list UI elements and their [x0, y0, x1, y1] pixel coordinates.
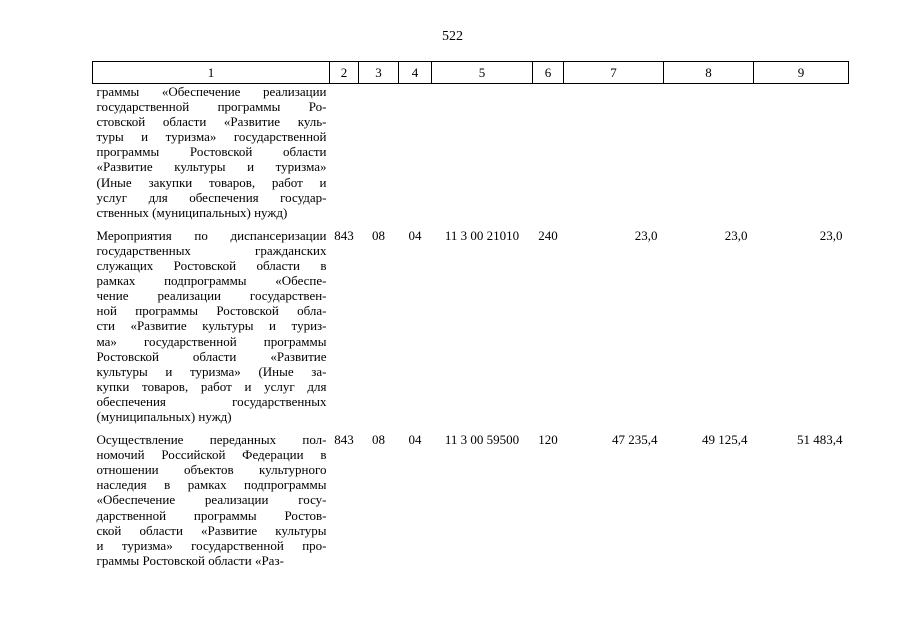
description-line: «Развитие культуры и туризма»	[96, 159, 327, 175]
amount-col-8	[664, 84, 754, 228]
amount-col-7	[564, 84, 664, 228]
row-description	[93, 228, 330, 432]
description-line: сти «Развитие культуры и туриз-	[96, 318, 327, 334]
amount-col-8: 23,0	[724, 227, 748, 243]
description-line: граммы «Обеспечение реализации	[96, 84, 327, 99]
description-line: услуг для обеспечения государ-	[96, 189, 327, 205]
description-line: купки товаров, работ и услуг для	[96, 378, 327, 394]
table-row	[93, 84, 849, 228]
description-line: и туризма» государственной про-	[96, 537, 327, 553]
description-line: граммы Ростовской области «Раз-	[96, 552, 284, 568]
row-description	[93, 432, 330, 576]
target-article-code	[432, 84, 533, 228]
description-line: стовской области «Развитие куль-	[96, 114, 327, 130]
section-code	[359, 84, 399, 228]
subsection-code: 04	[408, 432, 422, 448]
description-line: ской области «Развитие культуры	[96, 522, 327, 538]
page-number: 522	[442, 29, 463, 44]
column-header: 5	[432, 62, 533, 84]
table-body	[93, 84, 849, 576]
ministry-code	[330, 84, 359, 228]
subsection-code: 04	[408, 227, 422, 243]
description-line: Осуществление переданных пол-	[96, 432, 327, 448]
description-line: чение реализации государствен-	[96, 288, 327, 304]
description-line: ственных (муниципальных) нужд)	[96, 204, 288, 220]
column-header: 2	[330, 62, 359, 84]
amount-col-9: 51 483,4	[797, 432, 843, 448]
amount-col-7: 23,0	[634, 227, 658, 243]
expense-type-code	[533, 84, 564, 228]
description-line: наследия в рамках подпрограммы	[96, 477, 327, 493]
table-row	[93, 228, 849, 432]
description-line: культуры и туризма» (Иные за-	[96, 363, 327, 379]
description-line: Мероприятия по диспансеризации	[96, 227, 327, 243]
description-line: ма» государственной программы	[96, 333, 327, 349]
description-line: служащих Ростовской области в	[96, 258, 327, 274]
column-header: 1	[93, 62, 330, 84]
column-header: 7	[564, 62, 664, 84]
description-line: отношении объектов культурного	[96, 462, 327, 478]
amount-col-8: 49 125,4	[702, 432, 748, 448]
description-line: ной программы Ростовской обла-	[96, 303, 327, 319]
budget-table	[92, 61, 849, 576]
table-row	[93, 432, 849, 576]
expense-type-code: 240	[538, 227, 558, 243]
description-line: программы Ростовской области	[96, 144, 327, 160]
description-line: рамках подпрограммы «Обеспе-	[96, 273, 327, 289]
ministry-code: 843	[334, 432, 354, 448]
target-article-code: 11 3 00 21010	[444, 227, 520, 243]
row-description	[93, 84, 330, 228]
column-header: 8	[664, 62, 754, 84]
ministry-code: 843	[334, 227, 354, 243]
subsection-code	[399, 84, 432, 228]
column-header: 4	[399, 62, 432, 84]
expense-type-code: 120	[538, 432, 558, 448]
description-line: государственной программы Ро-	[96, 99, 327, 115]
section-code: 08	[372, 227, 385, 243]
description-line: номочий Российской Федерации в	[96, 447, 327, 463]
description-line: (Иные закупки товаров, работ и	[96, 174, 327, 190]
description-line: государственных гражданских	[96, 242, 327, 258]
amount-col-9: 23,0	[819, 227, 843, 243]
description-line: обеспечения государственных	[96, 393, 327, 409]
target-article-code: 11 3 00 59500	[444, 432, 520, 448]
amount-col-9	[754, 84, 849, 228]
header-row	[93, 62, 849, 84]
description-line: туры и туризма» государственной	[96, 129, 327, 145]
section-code: 08	[372, 432, 385, 448]
column-header: 6	[533, 62, 564, 84]
amount-col-7: 47 235,4	[612, 432, 658, 448]
column-header: 9	[754, 62, 849, 84]
description-line: дарственной программы Ростов-	[96, 507, 327, 523]
column-header: 3	[359, 62, 399, 84]
description-line: «Обеспечение реализации госу-	[96, 492, 327, 508]
description-line: Ростовской области «Развитие	[96, 348, 327, 364]
description-line: (муниципальных) нужд)	[96, 408, 232, 424]
